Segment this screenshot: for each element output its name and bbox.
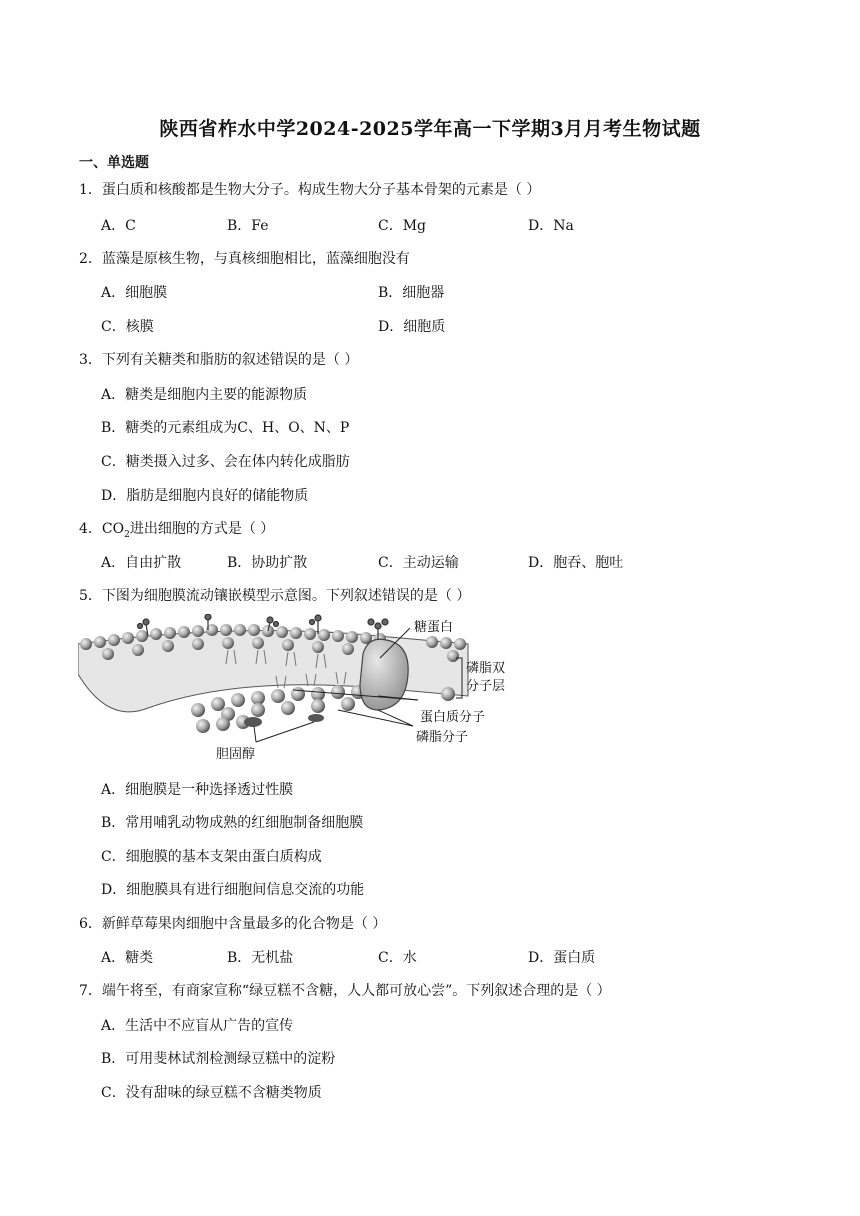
question-5-option-a: A．细胞膜是一种选择透过性膜 xyxy=(101,782,294,798)
question-1-option-a: A．C xyxy=(101,218,136,234)
question-6-option-b: B．无机盐 xyxy=(227,950,294,966)
question-3-option-c: C．糖类摄入过多、会在体内转化成脂肪 xyxy=(101,454,350,470)
question-1-stem: 1．蛋白质和核酸都是生物大分子。构成生物大分子基本骨架的元素是（ ） xyxy=(79,182,541,198)
question-4-option-b: B．协助扩散 xyxy=(227,555,308,571)
question-2-stem: 2．蓝藻是原核生物，与真核细胞相比，蓝藻细胞没有 xyxy=(79,251,410,267)
question-7-stem: 7．端午将至，有商家宣称“绿豆糕不含糖，人人都可放心尝”。下列叙述合理的是（ ） xyxy=(79,983,611,999)
question-5-option-d: D．细胞膜具有进行细胞间信息交流的功能 xyxy=(101,882,365,898)
question-4-option-a: A．自由扩散 xyxy=(101,555,182,571)
label-cholesterol: 胆固醇 xyxy=(216,747,256,762)
question-4-stem-prefix: 4．CO xyxy=(79,521,125,537)
question-6-stem: 6．新鲜草莓果肉细胞中含量最多的化合物是（ ） xyxy=(79,916,387,932)
label-bilayer-line2: 分子层 xyxy=(466,679,506,694)
question-5-option-c: C．细胞膜的基本支架由蛋白质构成 xyxy=(101,849,322,865)
section-heading: 一、单选题 xyxy=(79,155,149,171)
question-7-option-a: A．生活中不应盲从广告的宣传 xyxy=(101,1018,294,1034)
protein-molecule-shape xyxy=(360,639,408,710)
question-2-option-b: B．细胞器 xyxy=(378,285,445,301)
question-4-option-c: C．主动运输 xyxy=(378,555,459,571)
question-5-stem: 5．下图为细胞膜流动镶嵌模型示意图。下列叙述错误的是（ ） xyxy=(79,588,471,604)
question-4-stem-suffix: 进出细胞的方式是（ ） xyxy=(129,521,275,537)
page-title: 陕西省柞水中学2024-2025学年高一下学期3月月考生物试题 xyxy=(159,118,701,140)
label-phospholipid-molecule: 磷脂分子 xyxy=(416,730,469,745)
question-5-option-b: B．常用哺乳动物成熟的红细胞制备细胞膜 xyxy=(101,815,364,831)
question-4-stem xyxy=(79,518,274,540)
question-4-stem-subscript: 2 xyxy=(124,529,130,540)
question-3-stem: 3．下列有关糖类和脂肪的叙述错误的是（ ） xyxy=(79,352,359,368)
question-1-option-d: D．Na xyxy=(528,218,574,234)
question-2-option-d: D．细胞质 xyxy=(378,319,446,335)
question-4-option-d: D．胞吞、胞吐 xyxy=(528,555,624,571)
question-6-option-d: D．蛋白质 xyxy=(528,950,596,966)
question-3-option-b: B．糖类的元素组成为C、H、O、N、P xyxy=(101,420,350,436)
question-2-option-c: C．核膜 xyxy=(101,319,154,335)
question-3-option-d: D．脂肪是细胞内良好的储能物质 xyxy=(101,488,309,504)
question-7-option-c: C．没有甜味的绿豆糕不含糖类物质 xyxy=(101,1085,322,1101)
label-bilayer-line1: 磷脂双 xyxy=(466,661,506,676)
question-6-option-c: C．水 xyxy=(378,950,417,966)
label-protein-molecule: 蛋白质分子 xyxy=(420,710,486,725)
question-6-option-a: A．糖类 xyxy=(101,950,154,966)
question-3-option-a: A．糖类是细胞内主要的能源物质 xyxy=(101,387,308,403)
label-glycoprotein: 糖蛋白 xyxy=(414,620,454,635)
fluid-mosaic-model-diagram xyxy=(78,614,518,766)
question-2-option-a: A．细胞膜 xyxy=(101,285,168,301)
question-1-option-c: C．Mg xyxy=(378,218,427,234)
question-1-option-b: B．Fe xyxy=(227,218,269,234)
question-7-option-b: B．可用斐林试剂检测绿豆糕中的淀粉 xyxy=(101,1051,336,1067)
cell-membrane-figure xyxy=(78,614,518,766)
